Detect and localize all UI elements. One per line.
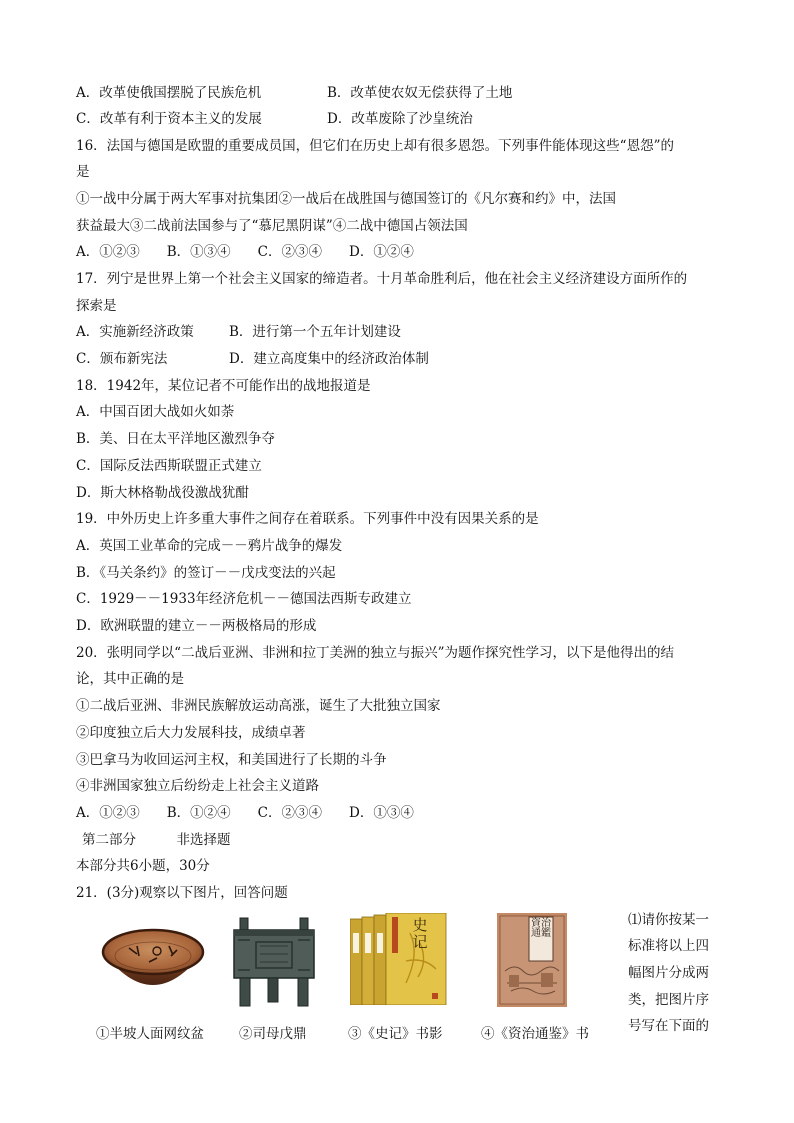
q21-stem: 21．(3分)观察以下图片，回答问题 [76, 885, 288, 901]
q15-option-a: A．改革使俄国摆脱了民族危机 [76, 85, 262, 101]
q19-option-a: A．英国工业革命的完成－－鸦片战争的爆发 [76, 538, 343, 554]
q15-option-b: B．改革使农奴无偿获得了土地 [327, 85, 513, 101]
q15-option-d: D．改革废除了沙皇统治 [327, 111, 473, 127]
q15-option-c: C．改革有利于资本主义的发展 [76, 111, 262, 127]
q20-stem: 20．张明同学以“二战后亚洲、非洲和拉丁美洲的独立与振兴”为题作探究性学习，以下是他得出的结 [76, 645, 674, 661]
q17-option-c: C．颁布新宪法 [76, 351, 168, 367]
banpo-basin-image [99, 922, 207, 1008]
shiji-books-image [350, 913, 448, 1005]
q20-item-2: ②印度独立后大力发展科技，成绩卓著 [76, 725, 306, 741]
q21-side-line-1: ⑴请你按某一 [628, 912, 709, 928]
q18-option-d: D．斯大林格勒战役激战犹酣 [76, 485, 249, 501]
q16-items-cont: 获益最大③二战前法国参与了“慕尼黑阴谋”④二战中德国占领法国 [76, 218, 468, 234]
simuwu-ding-image [230, 916, 318, 1008]
q21-side-line-5: 号写在下面的 [628, 1018, 709, 1034]
part2-title: 第二部分 非选择题 [82, 832, 231, 848]
q18-option-c: C．国际反法西斯联盟正式建立 [76, 458, 262, 474]
q20-item-1: ①二战后亚洲、非洲民族解放运动高涨，诞生了大批独立国家 [76, 698, 441, 714]
q17-option-d: D．建立高度集中的经济政治体制 [229, 351, 429, 367]
q18-option-a: A．中国百团大战如火如荼 [76, 404, 235, 420]
q20-options: A．①②③ B．①②④ C．②③④ D．①③④ [76, 805, 414, 821]
q17-stem-cont: 探索是 [76, 298, 117, 314]
caption-2: ②司母戊鼎 [239, 1026, 307, 1042]
q16-options: A．①②③ B．①③④ C．②③④ D．①②④ [76, 244, 414, 260]
q16-stem-cont: 是 [76, 164, 90, 180]
q20-item-3: ③巴拿马为收回运河主权，和美国进行了长期的斗争 [76, 752, 387, 768]
zizhi-cover-title: 資治通鑑 [531, 918, 551, 939]
q19-option-d: D．欧洲联盟的建立－－两极格局的形成 [76, 618, 317, 634]
caption-1: ①半坡人面网纹盆 [96, 1026, 204, 1042]
q21-side-line-4: 类，把图片序 [628, 992, 709, 1008]
q18-stem: 18．1942年，某位记者不可能作出的战地报道是 [76, 378, 371, 394]
q19-option-c: C．1929－－1933年经济危机－－德国法西斯专政建立 [76, 591, 412, 607]
q19-option-b: B．《马关条约》的签订－－戊戌变法的兴起 [76, 565, 336, 581]
q17-option-a: A．实施新经济政策 [76, 324, 194, 340]
q17-option-b: B．进行第一个五年计划建设 [229, 324, 401, 340]
zizhi-tongjian-book-image [497, 913, 567, 1007]
q16-stem: 16．法国与德国是欧盟的重要成员国，但它们在历史上却有很多恩怨。下列事件能体现这些“恩怨”的 [76, 138, 674, 154]
shiji-cover-title: 史记 [412, 916, 428, 951]
q21-side-line-3: 幅图片分成两 [628, 965, 709, 981]
part2-note: 本部分共6小题，30分 [76, 858, 210, 874]
q20-stem-cont: 论，其中正确的是 [76, 671, 184, 687]
q19-stem: 19．中外历史上许多重大事件之间存在着联系。下列事件中没有因果关系的是 [76, 511, 539, 527]
caption-4: ④《资治通鉴》书 [481, 1026, 589, 1042]
caption-3: ③《史记》书影 [348, 1026, 443, 1042]
q18-option-b: B．美、日在太平洋地区激烈争夺 [76, 431, 275, 447]
q20-item-4: ④非洲国家独立后纷纷走上社会主义道路 [76, 778, 319, 794]
q21-side-line-2: 标准将以上四 [628, 938, 709, 954]
q16-items: ①一战中分属于两大军事对抗集团②一战后在战胜国与德国签订的《凡尔赛和约》中，法国 [76, 191, 616, 207]
q17-stem: 17．列宁是世界上第一个社会主义国家的缔造者。十月革命胜利后，他在社会主义经济建设方面所作的 [76, 271, 688, 287]
